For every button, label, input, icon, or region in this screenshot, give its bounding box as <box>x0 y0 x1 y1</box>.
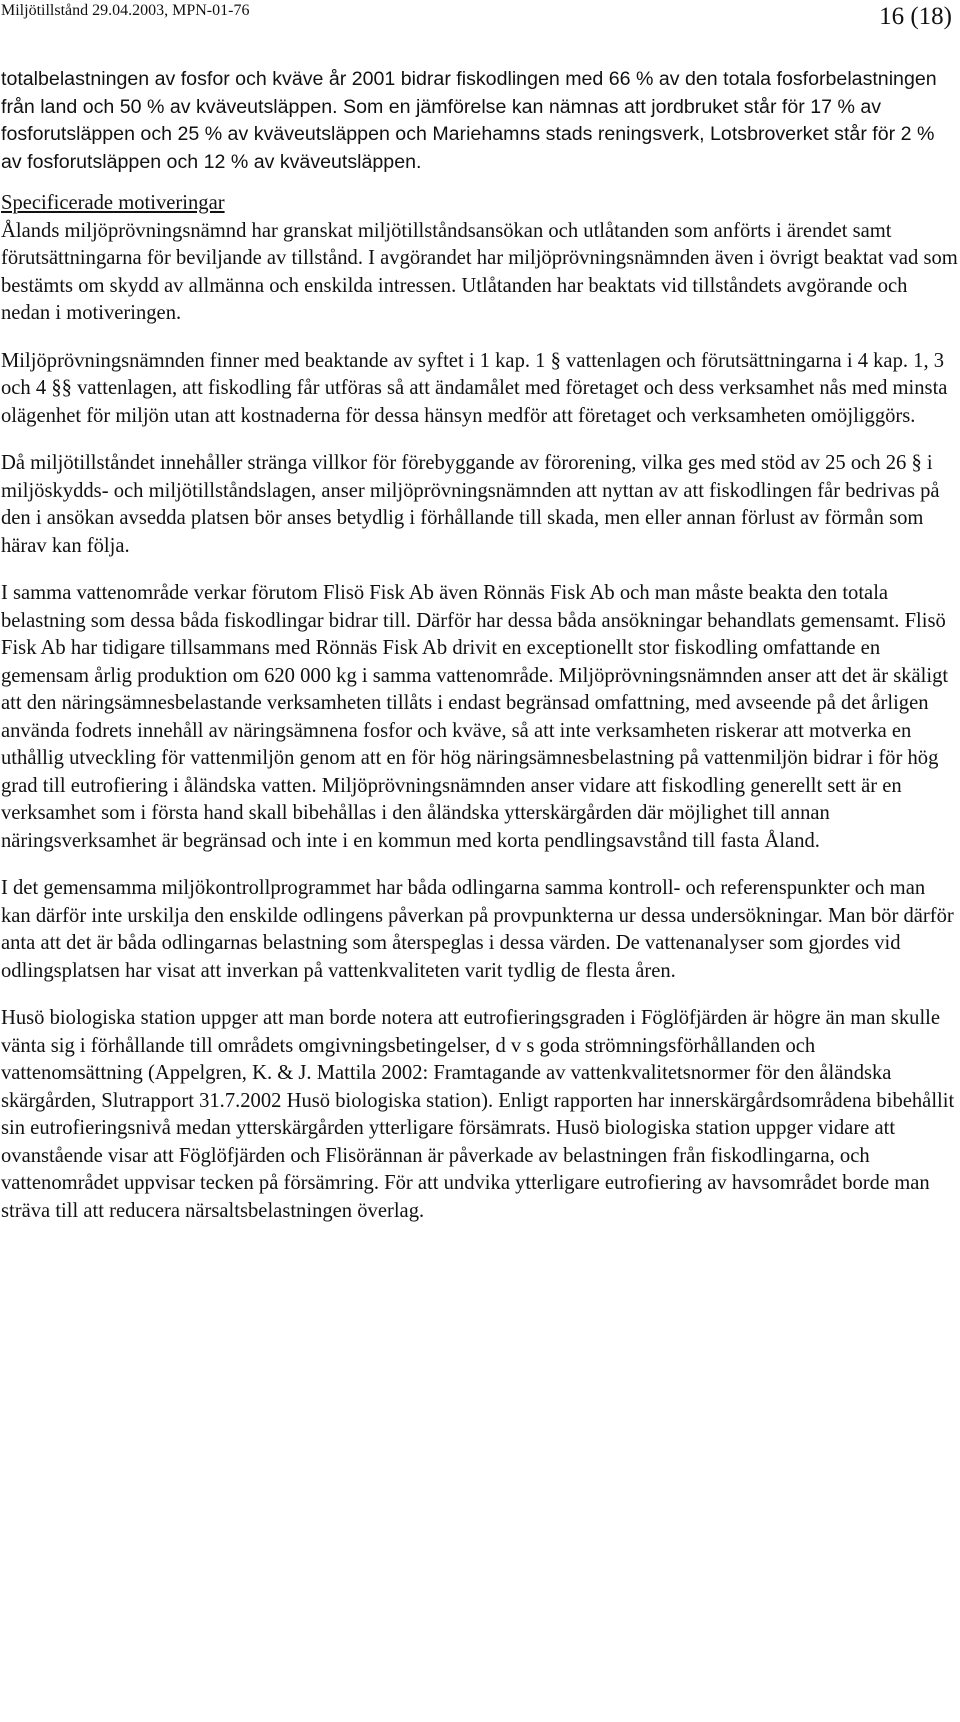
paragraph-3: Då miljötillståndet innehåller stränga villkor för förebyggande av förorening, vilka ges med stöd av 25 och 26 § i miljöskydds- och miljötillståndslagen, anser miljöprövningsnämnden att nyttan av att fiskodlingen får bedrivas på den i ansökan avsedda platsen bör anses betydlig i förhållande till skada, men eller annan förlust av förmån som härav kan följa. <box>1 452 940 557</box>
page-number: 16 (18) <box>879 3 952 30</box>
paragraph-1: Ålands miljöprövningsnämnd har granskat miljötillståndsansökan och utlåtanden som anförts i ärendet samt förutsättningarna för beviljande av tillstånd. I avgörandet har miljöprövningsnämnden även i övrigt beaktat vad som bestämts om skydd av allmänna och enskilda intressen. Utlåtanden har beaktats vid tillståndets avgörande och nedan i motiveringen. <box>1 219 958 324</box>
paragraph-4: I samma vattenområde verkar förutom Flisö Fisk Ab även Rönnäs Fisk Ab och man måste beakta den totala belastning som dessa båda fiskodlingar bidrar till. Därför har dessa båda ansökningar behandlats gemensamt. Flisö Fisk Ab har tidigare tillsammans med Rönnäs Fisk Ab drivit en exceptionellt stor fiskodling omfattande en gemensam årlig produktion om 620 000 kg i samma vattenområde. Miljöprövningsnämnden anser att det är skäligt att den näringsämnesbelastande verksamheten tillåts i endast begränsad omfattning, med avseende på det årligen använda fodrets innehåll av näringsämnena fosfor och kväve, så att inte verksamheten riskerar att motverka en uthållig utveckling för vattenmiljön genom att en för hög näringsämnesbelastning på vattenmiljön bidrar i för hög grad till eutrofiering i åländska vatten. Miljöprövningsnämnden anser vidare att fiskodling generellt sett är en verksamhet som i första hand skall bibehållas i den åländska ytterskärgården där möjlighet till annan näringsverksamhet är begränsad och inte i en kommun med korta pendlingsavstånd till fasta Åland. <box>1 582 949 852</box>
paragraph-5: I det gemensamma miljökontrollprogrammet har båda odlingarna samma kontroll- och referenspunkter och man kan därför inte urskilja den enskilde odlingens påverkan på provpunkterna ur dessa undersökningar. Man bör därför anta att det är båda odlingarnas belastning som återspeglas i dessa värden. De vattenanalyser som gjordes vid odlingsplatsen har visat att inverkan på vattenkvaliteten varit tydlig de flesta åren. <box>1 877 954 982</box>
section-heading: Specificerade motiveringar <box>1 192 225 214</box>
page-header <box>0 0 960 46</box>
document-reference: Miljötillstånd 29.04.2003, MPN-01-76 <box>1 2 250 19</box>
paragraph-6: Husö biologiska station uppger att man borde notera att eutrofieringsgraden i Föglöfjärden är högre än man skulle vänta sig i förhållande till områdets omgivningsbetingelser, d v s goda strömningsförhållanden och vattenomsättning (Appelgren, K. & J. Mattila 2002: Framtagande av vattenkvalitetsnormer för den åländska skärgården, Slutrapport 31.7.2002 Husö biologiska station). Enligt rapporten har innerskärgårdsområdena bibehållit sin eutrofieringsnivå medan ytterskärgården ytterligare försämrats. Husö biologiska station uppger vidare att ovanstående visar att Föglöfjärden och Flisörännan är påverkade av belastningen från fiskodlingarna, och vattenområdet uppvisar tecken på försämring. För att undvika ytterligare eutrofiering av havsområdet borde man sträva till att reducera närsaltsbelastningen överlag. <box>1 1007 955 1222</box>
document-body <box>1 66 959 1225</box>
intro-paragraph: totalbelastningen av fosfor och kväve år 2001 bidrar fiskodlingen med 66 % av den totala fosforbelastningen från land och 50 % av kväveutsläppen. Som en jämförelse kan nämnas att jordbruket står för 17 % av fosforutsläppen och 25 % av kväveutsläppen och Mariehamns stads reningsverk, Lotsbroverket står för 2 % av fosforutsläppen och 12 % av kväveutsläppen. <box>1 68 937 173</box>
paragraph-2: Miljöprövningsnämnden finner med beaktande av syftet i 1 kap. 1 § vattenlagen och förutsättningarna i 4 kap. 1, 3 och 4 §§ vattenlagen, att fiskodling får utföras så att ändamålet med företaget och dess verksamhet nås med minsta olägenhet för miljön utan att kostnaderna för dessa hänsyn medför att företaget och verksamheten omöjliggörs. <box>1 349 948 427</box>
